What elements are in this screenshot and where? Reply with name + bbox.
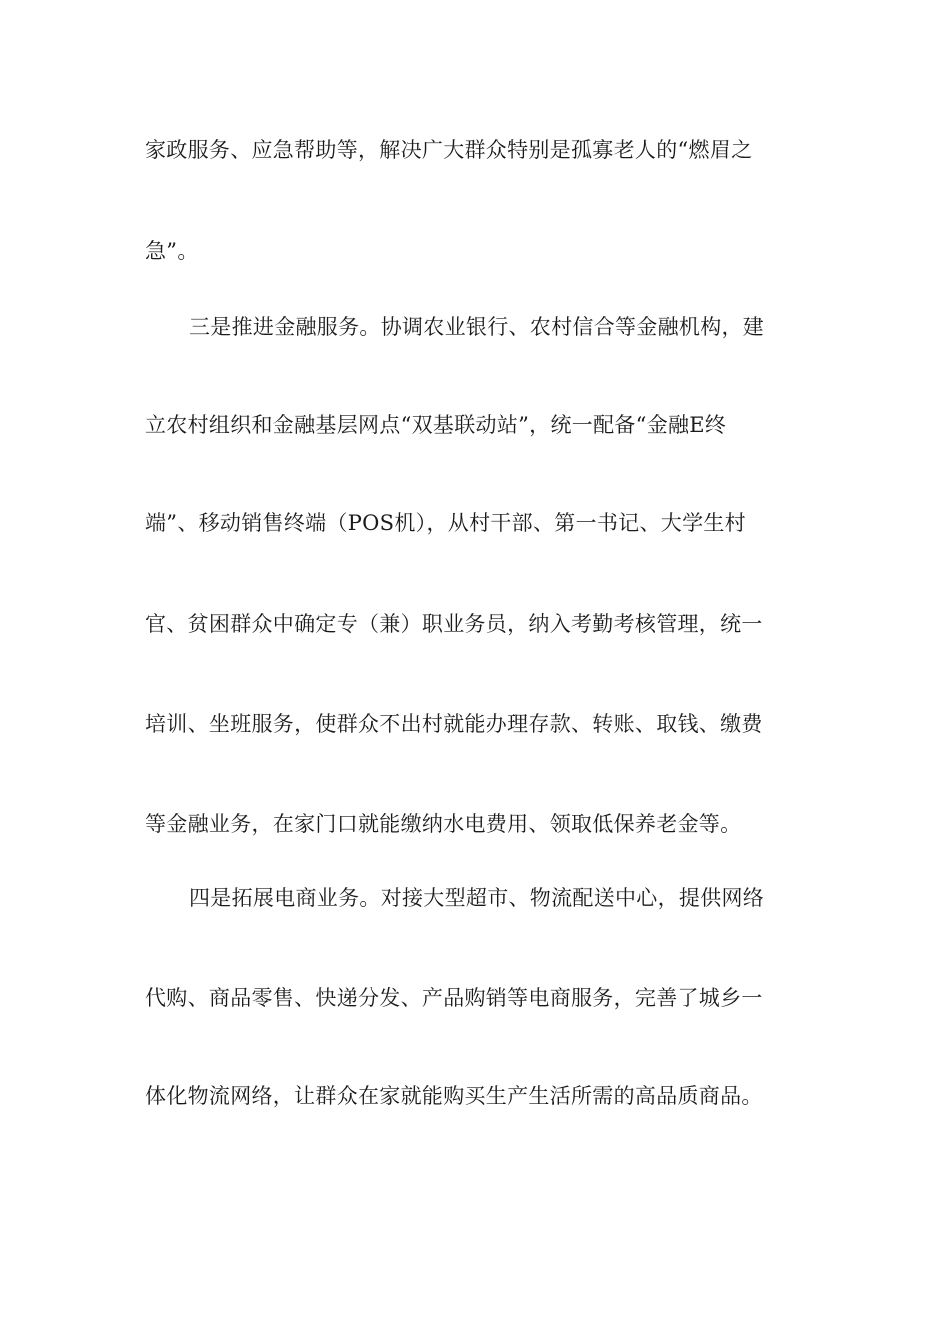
text-line-8: 等金融业务，在家门口就能缴纳水电费用、领取低保养老金等。	[145, 812, 742, 836]
text-line-4: 立农村组织和金融基层网点“双基联动站”，统一配备“金融E终	[145, 413, 727, 437]
paragraph-start-ecommerce: 四是拓展电商业务。对接大型超市、物流配送中心，提供网络	[189, 886, 765, 910]
text-line-7: 培训、坐班服务，使群众不出村就能办理存款、转账、取钱、缴费	[145, 712, 763, 736]
text-line-6: 官、贫困群众中确定专（兼）职业务员，纳入考勤考核管理，统一	[145, 612, 763, 636]
text-line-2: 急”。	[145, 239, 199, 263]
text-line-1: 家政服务、应急帮助等，解决广大群众特别是孤寡老人的“燃眉之	[145, 138, 753, 162]
text-line-5: 端”、移动销售终端（POS机），从村干部、第一书记、大学生村	[145, 511, 746, 535]
text-line-10: 代购、商品零售、快递分发、产品购销等电商服务，完善了城乡一	[145, 986, 763, 1010]
paragraph-start-finance: 三是推进金融服务。协调农业银行、农村信合等金融机构，建	[189, 315, 765, 339]
text-line-11: 体化物流网络，让群众在家就能购买生产生活所需的高品质商品。	[145, 1084, 763, 1108]
